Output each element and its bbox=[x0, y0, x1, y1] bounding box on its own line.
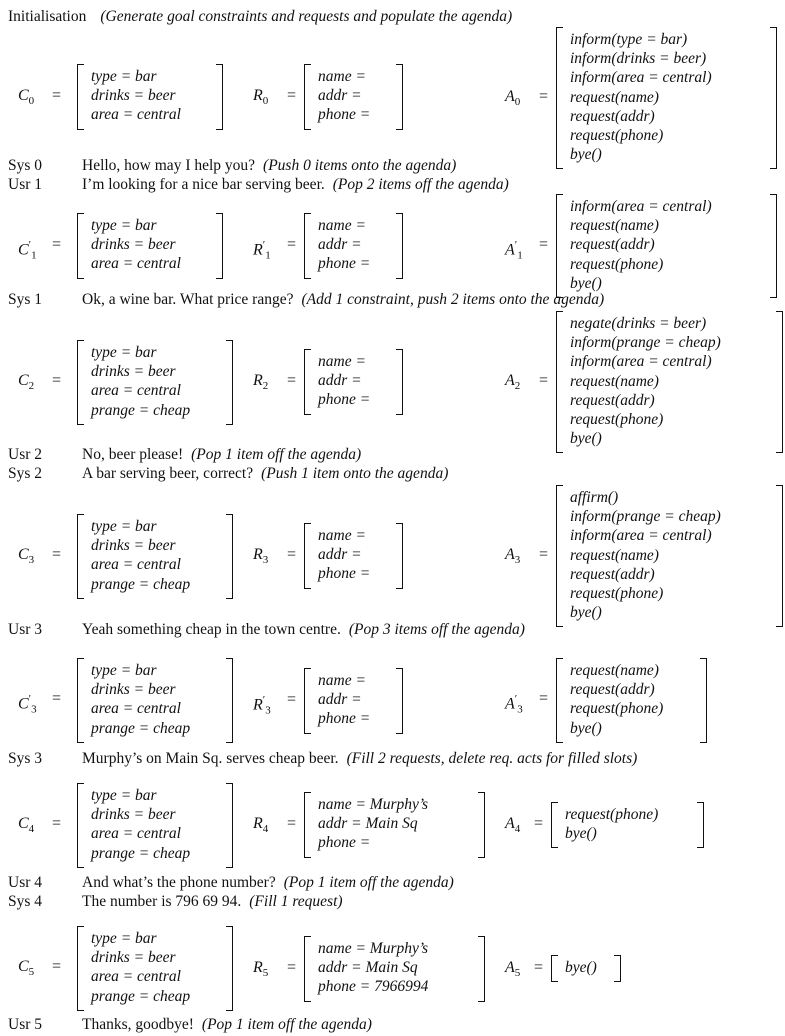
speaker-label: Usr 1 bbox=[8, 176, 43, 193]
annotation: (Pop 2 items off the agenda) bbox=[332, 176, 509, 193]
equals-sign: = bbox=[52, 958, 62, 976]
annotation: (Add 1 constraint, push 2 items onto the agenda) bbox=[301, 291, 605, 308]
matrix-entry: request(addr) bbox=[570, 681, 655, 699]
right-bracket bbox=[478, 936, 485, 1002]
line-usr2 bbox=[8, 446, 361, 464]
matrix-entry: addr = bbox=[318, 236, 362, 254]
matrix-entry: request(phone) bbox=[570, 255, 664, 273]
matrix-entry: request(addr) bbox=[570, 391, 655, 409]
line-usr5 bbox=[8, 1016, 372, 1034]
matrix-label-r bbox=[253, 87, 268, 110]
label-subscript: 3 bbox=[265, 704, 271, 717]
label-subscript: 1 bbox=[31, 249, 37, 262]
right-bracket bbox=[396, 668, 403, 734]
matrix-entries-r bbox=[318, 939, 428, 997]
utterance: No, beer please! bbox=[82, 446, 184, 463]
utterance: Ok, a wine bar. What price range? bbox=[82, 291, 294, 308]
matrix-entry: phone = bbox=[318, 565, 371, 583]
matrix-entry: inform(drinks = beer) bbox=[570, 50, 707, 68]
left-bracket bbox=[304, 936, 311, 1002]
right-bracket bbox=[226, 783, 233, 868]
matrix-entry: request(name) bbox=[570, 546, 659, 564]
line-init bbox=[8, 8, 512, 26]
matrix-entry: inform(area = central) bbox=[570, 353, 712, 371]
speaker-label: Usr 3 bbox=[8, 621, 43, 638]
label-subscript: 1 bbox=[265, 249, 271, 262]
matrix-entry: addr = bbox=[318, 372, 362, 390]
matrix-entry: request(name) bbox=[570, 372, 659, 390]
matrix-entry: inform(prange = cheap) bbox=[570, 334, 721, 352]
right-bracket bbox=[478, 792, 485, 858]
utterance: Yeah something cheap in the town centre. bbox=[82, 621, 341, 638]
right-bracket bbox=[216, 213, 223, 279]
matrix-entry: inform(area = central) bbox=[570, 198, 712, 215]
matrix-label-c bbox=[18, 815, 34, 838]
label-symbol: R bbox=[253, 371, 263, 389]
equals-sign: = bbox=[287, 86, 297, 104]
label-symbol: C bbox=[18, 815, 29, 833]
label-subscript: 3 bbox=[517, 703, 523, 716]
right-bracket bbox=[770, 27, 777, 169]
matrix-entry: drinks = beer bbox=[91, 537, 176, 555]
line-sys3 bbox=[8, 750, 637, 768]
matrix-label-c bbox=[18, 236, 37, 265]
equals-sign: = bbox=[539, 372, 549, 390]
matrix-entry: drinks = beer bbox=[91, 236, 176, 254]
right-bracket bbox=[226, 340, 233, 425]
label-symbol: R bbox=[253, 545, 263, 563]
left-bracket bbox=[77, 64, 84, 130]
equals-sign: = bbox=[287, 371, 297, 389]
matrix-entry: addr = bbox=[318, 87, 362, 105]
matrix-label-c bbox=[18, 372, 34, 395]
annotation: (Fill 1 request) bbox=[249, 893, 343, 910]
matrix-entry: request(phone) bbox=[570, 126, 664, 144]
label-symbol: A bbox=[505, 241, 515, 259]
matrix-entry: request(phone) bbox=[570, 700, 664, 718]
left-bracket bbox=[551, 955, 558, 982]
matrix-entries-a bbox=[570, 661, 663, 738]
line-sys2 bbox=[8, 465, 448, 483]
utterance: Murphy’s on Main Sq. serves cheap beer. bbox=[82, 750, 339, 767]
label-subscript: 5 bbox=[262, 966, 269, 979]
label-prime: ′ bbox=[514, 239, 518, 251]
label-symbol: A bbox=[505, 546, 515, 564]
matrix-entry: inform(type = bar) bbox=[570, 31, 688, 48]
right-bracket bbox=[226, 926, 233, 1011]
matrix-entries-a bbox=[570, 314, 721, 448]
left-bracket bbox=[77, 514, 84, 599]
annotation: (Push 0 items onto the agenda) bbox=[263, 157, 457, 174]
annotation: (Pop 3 items off the agenda) bbox=[348, 621, 525, 638]
annotation: (Pop 1 item off the agenda) bbox=[201, 1016, 372, 1033]
matrix-entry: name = bbox=[318, 217, 366, 234]
label-subscript: 4 bbox=[262, 822, 269, 835]
equals-sign: = bbox=[287, 814, 297, 832]
label-symbol: R bbox=[253, 696, 263, 714]
right-bracket bbox=[226, 514, 233, 599]
equals-sign: = bbox=[539, 88, 549, 106]
speaker-label: Sys 3 bbox=[8, 750, 43, 767]
equals-sign: = bbox=[52, 690, 62, 708]
matrix-entry: inform(area = central) bbox=[570, 69, 712, 87]
left-bracket bbox=[77, 926, 84, 1011]
matrix-entry: phone = bbox=[318, 391, 371, 409]
line-sys4 bbox=[8, 893, 343, 911]
label-symbol: A bbox=[505, 88, 515, 106]
matrix-entries-a bbox=[565, 958, 597, 977]
label-symbol: C bbox=[18, 958, 29, 976]
matrix-entry: prange = cheap bbox=[91, 575, 191, 593]
matrix-entries-c bbox=[91, 929, 190, 1006]
matrix-label-a bbox=[505, 959, 520, 982]
matrix-entry: type = bar bbox=[91, 930, 157, 947]
right-bracket bbox=[770, 194, 777, 298]
label-subscript: 4 bbox=[28, 823, 35, 836]
matrix-entry: type = bar bbox=[91, 662, 157, 679]
left-bracket bbox=[77, 783, 84, 868]
matrix-entries-r bbox=[318, 352, 370, 410]
left-bracket bbox=[556, 311, 563, 453]
matrix-entry: drinks = beer bbox=[91, 681, 176, 699]
matrix-entry: request(addr) bbox=[570, 107, 655, 125]
right-bracket bbox=[776, 485, 783, 627]
utterance: The number is 796 69 94. bbox=[82, 893, 242, 910]
label-symbol: R bbox=[253, 814, 263, 832]
matrix-entries-r bbox=[318, 526, 370, 584]
matrix-entry: area = central bbox=[91, 106, 181, 124]
equals-sign: = bbox=[287, 545, 297, 563]
matrix-entry: name = Murphy’s bbox=[318, 796, 429, 813]
label-symbol: C bbox=[18, 86, 29, 104]
right-bracket bbox=[216, 64, 223, 130]
label-subscript: 4 bbox=[514, 823, 521, 836]
equals-sign: = bbox=[539, 690, 549, 708]
label-symbol: R bbox=[253, 958, 263, 976]
utterance: I’m looking for a nice bar serving beer. bbox=[82, 176, 325, 193]
matrix-entries-c bbox=[91, 517, 190, 594]
annotation: (Push 1 item onto the agenda) bbox=[261, 465, 449, 482]
equals-sign: = bbox=[52, 815, 62, 833]
matrix-label-c bbox=[18, 546, 34, 569]
label-subscript: 3 bbox=[262, 553, 269, 566]
matrix-entries-c bbox=[91, 216, 181, 274]
matrix-entry: area = central bbox=[91, 255, 181, 273]
matrix-label-c bbox=[18, 690, 37, 719]
label-subscript: 2 bbox=[262, 379, 269, 392]
matrix-label-c bbox=[18, 958, 34, 981]
label-symbol: R bbox=[253, 86, 263, 104]
equals-sign: = bbox=[52, 372, 62, 390]
matrix-entries-c bbox=[91, 67, 181, 125]
speaker-label: Usr 4 bbox=[8, 874, 43, 891]
matrix-entry: type = bar bbox=[91, 217, 157, 234]
matrix-label-r bbox=[253, 959, 268, 982]
matrix-entry: request(addr) bbox=[570, 236, 655, 254]
equals-sign: = bbox=[52, 86, 62, 104]
matrix-entry: phone = bbox=[318, 710, 371, 728]
right-bracket bbox=[614, 955, 621, 982]
matrix-entry: request(name) bbox=[570, 662, 659, 679]
label-subscript: 2 bbox=[28, 380, 35, 393]
left-bracket bbox=[304, 349, 311, 415]
matrix-entry: prange = cheap bbox=[91, 987, 191, 1005]
label-subscript: 0 bbox=[514, 96, 521, 109]
right-bracket bbox=[697, 802, 704, 848]
matrix-label-a bbox=[505, 690, 523, 719]
label-subscript: 0 bbox=[262, 94, 269, 107]
matrix-entry: affirm() bbox=[570, 489, 619, 506]
utterance: And what’s the phone number? bbox=[82, 874, 276, 891]
equals-sign: = bbox=[539, 236, 549, 253]
matrix-entries-r bbox=[318, 216, 370, 274]
matrix-entry: area = central bbox=[91, 556, 181, 574]
speaker-label: Sys 1 bbox=[8, 291, 43, 308]
equals-sign: = bbox=[287, 690, 297, 708]
matrix-entry: area = central bbox=[91, 968, 181, 986]
matrix-entry: inform(prange = cheap) bbox=[570, 508, 721, 526]
matrix-entry: name = bbox=[318, 353, 366, 370]
left-bracket bbox=[304, 792, 311, 858]
label-prime: ′ bbox=[514, 693, 518, 706]
matrix-label-a bbox=[505, 372, 520, 395]
equals-sign: = bbox=[534, 958, 544, 976]
matrix-label-r bbox=[253, 691, 271, 720]
annotation: (Fill 2 requests, delete req. acts for filled slots) bbox=[346, 750, 638, 767]
matrix-entry: addr = Main Sq bbox=[318, 959, 418, 977]
left-bracket bbox=[304, 64, 311, 130]
matrix-entry: drinks = beer bbox=[91, 806, 176, 824]
matrix-entry: prange = cheap bbox=[91, 719, 191, 737]
left-bracket bbox=[304, 668, 311, 734]
speaker-label: Sys 0 bbox=[8, 157, 43, 174]
matrix-entries-r bbox=[318, 671, 370, 729]
label-subscript: 0 bbox=[28, 94, 35, 107]
matrix-entries-c bbox=[91, 786, 190, 863]
matrix-entry: bye() bbox=[570, 274, 602, 292]
equals-sign: = bbox=[287, 958, 297, 976]
matrix-label-a bbox=[505, 546, 520, 569]
matrix-entry: drinks = beer bbox=[91, 87, 176, 105]
annotation: (Generate goal constraints and requests and populate the agenda) bbox=[100, 8, 513, 25]
line-sys0 bbox=[8, 157, 456, 175]
equals-sign: = bbox=[287, 235, 297, 253]
left-bracket bbox=[77, 658, 84, 743]
label-symbol: C bbox=[18, 695, 29, 713]
matrix-entry: type = bar bbox=[91, 787, 157, 804]
matrix-entries-c bbox=[91, 343, 190, 420]
matrix-entry: addr = bbox=[318, 691, 362, 709]
left-bracket bbox=[304, 213, 311, 279]
utterance: Thanks, goodbye! bbox=[82, 1016, 194, 1033]
matrix-entry: drinks = beer bbox=[91, 949, 176, 967]
label-subscript: 3 bbox=[514, 554, 521, 567]
speaker-label: Sys 2 bbox=[8, 465, 43, 482]
matrix-entry: bye() bbox=[570, 430, 602, 448]
matrix-entry: bye() bbox=[570, 604, 602, 622]
label-prime: ′ bbox=[262, 238, 266, 251]
label-prime: ′ bbox=[28, 238, 32, 251]
utterance: Hello, how may I help you? bbox=[82, 157, 256, 174]
matrix-label-c bbox=[18, 87, 34, 110]
matrix-entry: inform(area = central) bbox=[570, 527, 712, 545]
label-symbol: A bbox=[505, 372, 515, 390]
label-symbol: A bbox=[505, 958, 515, 976]
speaker-label: Usr 5 bbox=[8, 1016, 43, 1033]
matrix-entry: name = bbox=[318, 672, 366, 689]
matrix-entry: phone = bbox=[318, 255, 371, 273]
label-symbol: C bbox=[18, 241, 29, 259]
equals-sign: = bbox=[539, 546, 549, 564]
matrix-label-a bbox=[505, 815, 520, 838]
matrix-entries-a bbox=[570, 197, 712, 293]
matrix-entry: phone = bbox=[318, 834, 371, 852]
speaker-label: Usr 2 bbox=[8, 446, 43, 463]
matrix-entry: request(name) bbox=[570, 88, 659, 106]
label-prime: ′ bbox=[28, 693, 32, 706]
matrix-entry: bye() bbox=[565, 825, 597, 843]
right-bracket bbox=[776, 311, 783, 453]
matrix-entry: type = bar bbox=[91, 344, 157, 361]
matrix-label-r bbox=[253, 372, 268, 395]
matrix-entries-r bbox=[318, 67, 370, 125]
left-bracket bbox=[556, 658, 563, 743]
matrix-entries-a bbox=[570, 488, 721, 622]
matrix-label-r bbox=[253, 236, 271, 265]
matrix-entry: request(phone) bbox=[570, 584, 664, 602]
right-bracket bbox=[396, 523, 403, 589]
label-symbol: C bbox=[18, 546, 29, 564]
matrix-entry: area = central bbox=[91, 382, 181, 400]
label-symbol: A bbox=[505, 695, 515, 713]
matrix-entry: type = bar bbox=[91, 68, 157, 85]
right-bracket bbox=[396, 349, 403, 415]
matrix-entry: request(phone) bbox=[570, 410, 664, 428]
label-subscript: 3 bbox=[31, 703, 37, 716]
label-symbol: R bbox=[253, 241, 263, 259]
speaker-label: Sys 4 bbox=[8, 893, 43, 910]
annotation: (Pop 1 item off the agenda) bbox=[191, 446, 362, 463]
line-usr1 bbox=[8, 176, 509, 194]
annotation: (Pop 1 item off the agenda) bbox=[283, 874, 454, 891]
matrix-entry: area = central bbox=[91, 825, 181, 843]
right-bracket bbox=[226, 658, 233, 743]
left-bracket bbox=[556, 27, 563, 169]
right-bracket bbox=[396, 64, 403, 130]
matrix-entry: area = central bbox=[91, 700, 181, 718]
utterance: A bar serving beer, correct? bbox=[82, 465, 254, 482]
left-bracket bbox=[556, 485, 563, 627]
matrix-entry: name = bbox=[318, 68, 366, 85]
equals-sign: = bbox=[52, 546, 62, 564]
matrix-entry: bye() bbox=[565, 959, 597, 976]
line-usr4 bbox=[8, 874, 454, 892]
matrix-entry: negate(drinks = beer) bbox=[570, 315, 707, 332]
matrix-entries-a bbox=[565, 805, 658, 843]
left-bracket bbox=[304, 523, 311, 589]
matrix-entry: prange = cheap bbox=[91, 401, 191, 419]
matrix-entry: type = bar bbox=[91, 518, 157, 535]
left-bracket bbox=[556, 194, 563, 298]
matrix-entry: request(phone) bbox=[565, 806, 659, 823]
matrix-label-a bbox=[505, 88, 520, 111]
label-subscript: 5 bbox=[28, 966, 35, 979]
left-bracket bbox=[77, 340, 84, 425]
matrix-entry: request(name) bbox=[570, 217, 659, 235]
matrix-label-r bbox=[253, 815, 268, 838]
matrix-entry: bye() bbox=[570, 719, 602, 737]
left-bracket bbox=[551, 802, 558, 848]
matrix-entries-c bbox=[91, 661, 190, 738]
right-bracket bbox=[700, 658, 707, 743]
matrix-entries-r bbox=[318, 795, 428, 853]
matrix-entry: prange = cheap bbox=[91, 844, 191, 862]
left-bracket bbox=[77, 213, 84, 279]
matrix-entry: addr = Main Sq bbox=[318, 815, 418, 833]
label-prime: ′ bbox=[262, 693, 266, 706]
label-subscript: 2 bbox=[514, 380, 521, 393]
matrix-entries-a bbox=[570, 30, 712, 164]
equals-sign: = bbox=[534, 815, 544, 833]
matrix-label-r bbox=[253, 546, 268, 569]
matrix-entry: phone = 7966994 bbox=[318, 978, 429, 996]
label-symbol: C bbox=[18, 372, 29, 390]
matrix-entry: drinks = beer bbox=[91, 363, 176, 381]
label-symbol: A bbox=[505, 815, 515, 833]
line-sys1 bbox=[8, 291, 604, 309]
matrix-entry: request(addr) bbox=[570, 565, 655, 583]
matrix-entry: phone = bbox=[318, 106, 371, 124]
equals-sign: = bbox=[52, 235, 62, 253]
matrix-entry: addr = bbox=[318, 546, 362, 564]
line-usr3 bbox=[8, 621, 525, 639]
label-subscript: 3 bbox=[28, 554, 35, 567]
right-bracket bbox=[396, 213, 403, 279]
matrix-entry: name = bbox=[318, 527, 366, 544]
matrix-entry: name = Murphy’s bbox=[318, 940, 429, 957]
label-subscript: 1 bbox=[517, 249, 523, 262]
matrix-entry: bye() bbox=[570, 146, 602, 164]
matrix-label-a bbox=[505, 236, 523, 265]
label-subscript: 5 bbox=[514, 966, 521, 979]
speaker-label: Initialisation bbox=[8, 8, 87, 25]
